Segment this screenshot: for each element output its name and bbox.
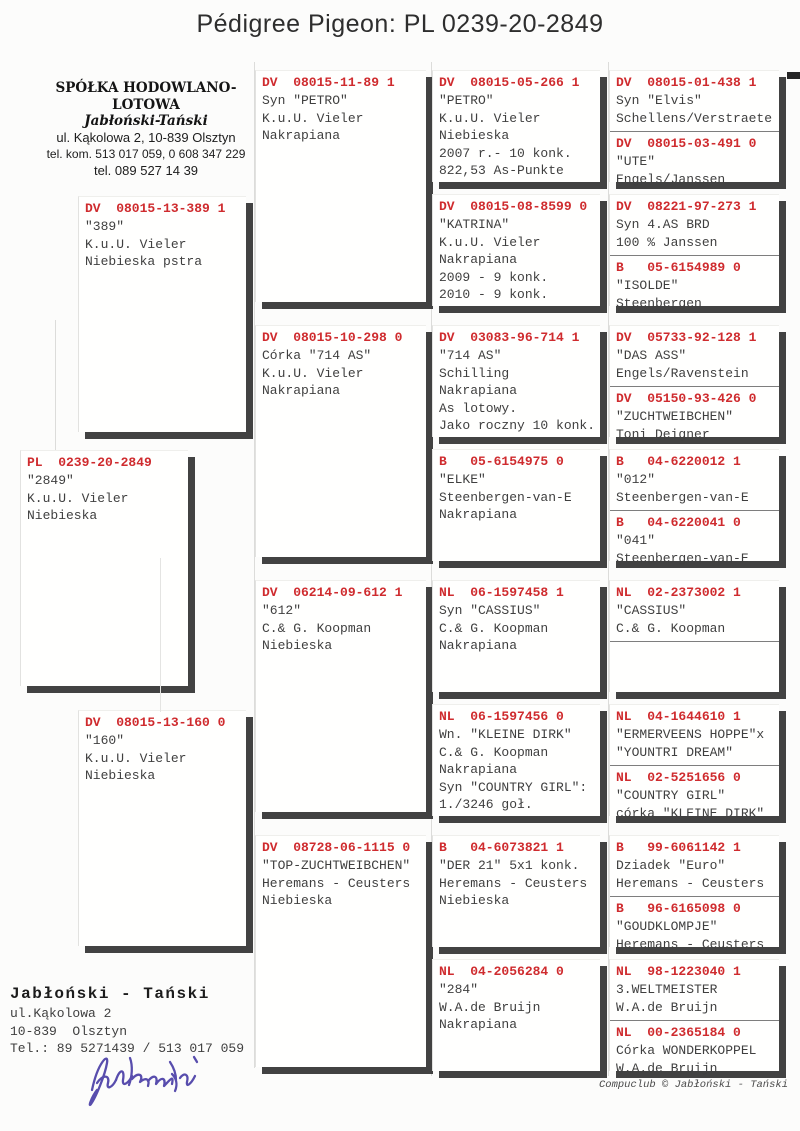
pedigree-line: "CASSIUS" [616,603,687,618]
breeder-name: Jabłoński - Tański [10,985,210,1003]
pedigree-line: Niebieska [85,768,156,783]
ring-number: B 04-6073821 1 [439,840,564,855]
pedigree-line: "DAS ASS" [616,348,687,363]
ring-number: DV 03083-96-714 1 [439,330,580,345]
pedigree-line: As lotowy. [439,400,518,416]
pedigree-box-g5e [609,580,779,692]
pedigree-line: W.A.de Bruijn [616,999,718,1015]
ring-number: B 05-6154975 0 [439,454,564,469]
pedigree-box-g5h [609,959,779,1076]
pedigree-line: C.& G. Koopman [439,744,549,760]
pedigree-line: "012" [616,472,656,487]
entry-divider [610,1020,779,1021]
ring-number: DV 08015-13-160 0 [85,715,226,730]
ring-number: NL 06-1597458 1 [439,585,564,600]
pedigree-line: "ERMERVEENS HOPPE"x [616,727,765,742]
pedigree-line: K.u.U. Vieler [439,234,541,250]
pedigree-line: 3.WELTMEISTER [616,982,718,997]
entry-divider [610,255,779,256]
ring-number: DV 08015-05-266 1 [439,75,580,90]
pedigree-line: Nakrapiana [439,1017,518,1032]
pedigree-line: "TOP-ZUCHTWEIBCHEN" [262,858,411,873]
pedigree-box-g5b [609,194,779,311]
connector-line [160,558,161,712]
pedigree-line: Niebieska pstra [85,254,203,269]
pedigree-line: "DER 21" 5x1 konk. [439,858,580,873]
pedigree-line: Niebieska [262,893,333,908]
pedigree-line: Syn "CASSIUS" [439,603,541,618]
pedigree-line: K.u.U. Vieler [27,490,129,506]
pedigree-line: K.u.U. Vieler [262,365,364,381]
pedigree-line: Nakrapiana [262,383,341,398]
letterhead-owners: Jabłoński-Tański [84,113,208,129]
pedigree-box-g5a [609,70,779,187]
breeder-phone: Tel.: 89 5271439 / 513 017 059 [10,1041,245,1056]
ring-number: B 04-6220041 0 [616,515,741,530]
pedigree-box-g4b [432,194,600,306]
ring-number: DV 08015-10-298 0 [262,330,403,345]
ring-number: B 96-6165098 0 [616,901,741,916]
ring-number: DV 08015-13-389 1 [85,201,226,216]
ring-number: DV 05150-93-426 0 [616,391,757,406]
pedigree-line: Nakrapiana [439,252,518,267]
ring-number: DV 08015-03-491 0 [616,136,757,151]
pedigree-line: K.u.U. Vieler [439,110,541,126]
entry-divider [610,510,779,511]
entry-divider [610,765,779,766]
pedigree-line: Steenbergen-van-E [616,489,749,505]
ring-number: NL 00-2365184 0 [616,1025,741,1040]
pedigree-box-g4a [432,70,600,182]
pedigree-line: Nakrapiana [439,762,518,777]
pedigree-line: "ISOLDE" [616,278,679,293]
letterhead-company: SPÓŁKA HODOWLANO-LOTOWA [55,80,237,113]
pedigree-line: 2009 - 9 konk. [439,269,549,285]
pedigree-line: "612" [262,603,302,618]
letterhead-mobile: tel. kom. 513 017 059, 0 608 347 229 [46,147,246,161]
pedigree-box-g3d [255,835,426,1067]
ring-number: DV 08015-11-89 1 [262,75,395,90]
connector-line [55,320,56,452]
letterhead-phone: tel. 089 527 14 39 [93,162,199,178]
ring-number: NL 02-2373002 1 [616,585,741,600]
pedigree-box-g4g [432,835,600,947]
pedigree-line: "2849" [27,473,74,488]
software-credit: Compuclub © Jabłoński - Tański [598,1079,788,1091]
pedigree-line: Nakrapiana [439,383,518,398]
pedigree-box-g5c [609,325,779,442]
pedigree-line: Engels/Janssen [616,171,726,187]
ring-number: NL 04-2056284 0 [439,964,564,979]
entry-divider [610,131,779,132]
pedigree-box-g4c [432,325,600,437]
ring-number: DV 05733-92-128 1 [616,330,757,345]
pedigree-line: Niebieska [439,893,510,908]
pedigree-line: Córka "714 AS" [262,348,372,363]
pedigree-line: K.u.U. Vieler [262,110,364,126]
pedigree-line: Heremans - Ceusters [616,875,765,891]
pedigree-line: Schellens/Verstraete [616,110,773,126]
pedigree-line: "YOUNTRI DREAM" [616,744,734,760]
breeder-city: 10-839 Olsztyn [10,1023,128,1039]
breeder-street: ul.Kąkolowa 2 [10,1006,112,1021]
pedigree-box-sire [78,196,246,432]
pedigree-line: "ZUCHTWEIBCHEN" [616,409,734,424]
ring-number: DV 08015-08-8599 0 [439,199,588,214]
pedigree-line: "ELKE" [439,472,486,487]
pedigree-line: Jako roczny 10 konk. [439,418,596,433]
pedigree-box-g3c [255,580,426,812]
pedigree-box-dam [78,710,246,946]
ring-number: DV 08015-01-438 1 [616,75,757,90]
signature-handwriting [82,1050,214,1108]
pedigree-line: Dziadek "Euro" [616,858,726,873]
pedigree-line: C.& G. Koopman [616,620,726,636]
entry-divider [610,896,779,897]
pedigree-box-g5g [609,835,779,952]
letterhead-stamp [33,80,259,179]
pedigree-box-g3b [255,325,426,557]
pedigree-line: C.& G. Koopman [262,620,372,636]
breeder-contact [10,983,244,1058]
pedigree-line: Niebieska [262,638,333,653]
page-title: Pédigree Pigeon: PL 0239-20-2849 [196,10,604,38]
pedigree-box-g3a [255,70,426,302]
pedigree-line: Niebieska [27,508,98,523]
pedigree-line: C.& G. Koopman [439,620,549,636]
ring-number: DV 08221-97-273 1 [616,199,757,214]
entry-divider [610,386,779,387]
pedigree-line: Steenbergen-van-E [616,550,749,566]
pedigree-line: Syn 4.AS BRD [616,217,710,232]
pedigree-line: W.A.de Bruijn [616,1060,718,1076]
ring-number: DV 06214-09-612 1 [262,585,403,600]
pedigree-line: Heremans - Ceusters [439,875,588,891]
ring-number: DV 08728-06-1115 0 [262,840,411,855]
pedigree-line: Engels/Ravenstein [616,365,749,381]
pedigree-line: "KATRINA" [439,217,510,232]
pedigree-box-g4e [432,580,600,692]
ring-number: B 05-6154989 0 [616,260,741,275]
pedigree-line: 822,53 As-Punkte [439,163,564,178]
pedigree-line: Wn. "KLEINE DIRK" [439,727,572,742]
pedigree-line: 1./3246 goł. [439,797,533,812]
pedigree-box-g5d [609,449,779,566]
pedigree-line: W.A.de Bruijn [439,999,541,1015]
pedigree-line: Heremans - Ceusters [616,936,765,952]
pedigree-line: Niebieska [439,128,510,143]
pedigree-line: Steenbergen-van-E [439,489,572,505]
ring-number: B 99-6061142 1 [616,840,741,855]
pedigree-line: 2007 r.- 10 konk. [439,145,572,161]
pedigree-line: Syn "COUNTRY GIRL": [439,779,588,795]
pedigree-line: Schilling [439,365,510,381]
pedigree-line: Syn "PETRO" [262,93,348,108]
pedigree-line: K.u.U. Vieler [85,750,187,766]
ring-number: NL 04-1644610 1 [616,709,741,724]
ring-number: B 04-6220012 1 [616,454,741,469]
ring-number: NL 98-1223040 1 [616,964,741,979]
pedigree-box-g5f [609,704,779,821]
pedigree-line: Nakrapiana [262,128,341,143]
pedigree-box-subject [20,450,188,686]
pedigree-box-g4d [432,449,600,561]
pedigree-line: Heremans - Ceusters [262,875,411,891]
pedigree-line: "160" [85,733,125,748]
ring-number: NL 06-1597456 0 [439,709,564,724]
pedigree-line: "COUNTRY GIRL" [616,788,726,803]
pedigree-line: Nakrapiana [439,638,518,653]
pedigree-line: Toni Deigner [616,426,710,442]
pedigree-line: Steenbergen [616,295,702,311]
pedigree-line: "389" [85,219,125,234]
pedigree-line: "041" [616,533,656,548]
entry-divider [610,641,779,642]
pedigree-line: K.u.U. Vieler [85,236,187,252]
pedigree-line: "284" [439,982,479,997]
letterhead-address: ul. Kąkolowa 2, 10-839 Olsztyn [56,129,236,145]
pedigree-line: Syn "Elvis" [616,93,702,108]
ring-number: NL 02-5251656 0 [616,770,741,785]
pedigree-line: 100 % Janssen [616,234,718,250]
pedigree-box-g4f [432,704,600,816]
pedigree-box-g4h [432,959,600,1071]
pedigree-line: córka "KLEINE DIRK" [616,805,765,821]
ring-number: PL 0239-20-2849 [27,455,152,470]
pedigree-line: "GOUDKLOMPJE" [616,919,718,934]
pedigree-line: "PETRO" [439,93,494,108]
scan-artifact [787,72,800,79]
pedigree-line: Córka WONDERKOPPEL [616,1043,757,1058]
pedigree-line: "UTE" [616,154,656,169]
pedigree-line: Nakrapiana [439,507,518,522]
pedigree-line: 2010 - 9 konk. [439,287,549,302]
pedigree-line: "714 AS" [439,348,502,363]
